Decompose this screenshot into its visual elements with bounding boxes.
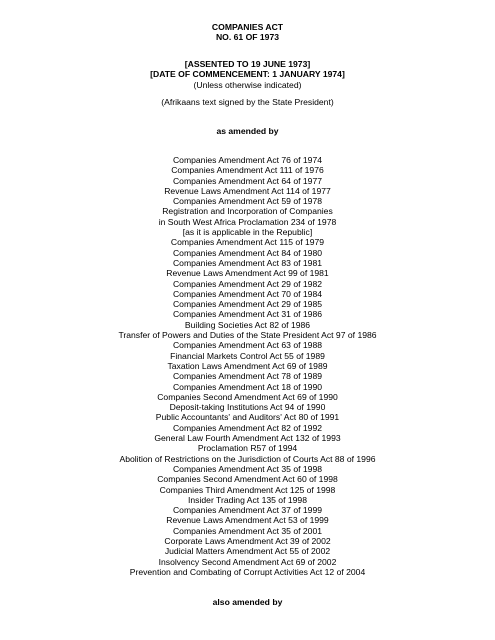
amendment-item: Companies Amendment Act 78 of 1989 bbox=[172, 371, 323, 382]
amendment-item: Companies Amendment Act 64 of 1977 bbox=[172, 175, 323, 186]
amendment-item: Companies Second Amendment Act 60 of 1998 bbox=[157, 474, 338, 485]
signed-note: (Afrikaans text signed by the State President) bbox=[161, 97, 334, 107]
amendment-item: Companies Third Amendment Act 125 of 1998 bbox=[159, 484, 336, 495]
amendment-item: Companies Amendment Act 31 of 1986 bbox=[172, 309, 323, 320]
amendment-item: Insider Trading Act 135 of 1998 bbox=[188, 494, 307, 505]
amendment-item: Companies Amendment Act 70 of 1984 bbox=[172, 288, 323, 299]
amendment-item: General Law Fourth Amendment Act 132 of 1993 bbox=[154, 433, 341, 444]
amendment-item: Companies Amendment Act 111 of 1976 bbox=[171, 165, 324, 176]
assent-block bbox=[0, 59, 495, 90]
amendment-item: Companies Amendment Act 84 of 1980 bbox=[172, 247, 323, 258]
act-number: NO. 61 OF 1973 bbox=[215, 32, 280, 43]
amendment-item: Companies Amendment Act 35 of 2001 bbox=[172, 525, 323, 536]
amendment-item: Companies Second Amendment Act 69 of 1990 bbox=[157, 391, 338, 402]
commencement-date: [DATE OF COMMENCEMENT: 1 JANUARY 1974] bbox=[150, 69, 345, 80]
amendment-item: Financial Markets Control Act 55 of 1989 bbox=[170, 350, 325, 361]
assented-date: [ASSENTED TO 19 JUNE 1973] bbox=[184, 59, 311, 69]
amendment-item: Companies Amendment Act 35 of 1998 bbox=[172, 463, 323, 474]
amendment-item: Revenue Laws Amendment Act 99 of 1981 bbox=[166, 268, 329, 279]
amendment-list bbox=[0, 155, 495, 577]
amendment-item: Companies Amendment Act 63 of 1988 bbox=[172, 340, 323, 351]
amendment-item: Public Accountants' and Auditors' Act 80 of 1991 bbox=[155, 412, 340, 423]
amendment-item: [as it is applicable in the Republic] bbox=[182, 227, 313, 238]
amendment-item: Judicial Matters Amendment Act 55 of 2002 bbox=[164, 546, 331, 557]
amendment-item: Building Societies Act 82 of 1986 bbox=[184, 319, 311, 330]
amendment-item: Revenue Laws Amendment Act 53 of 1999 bbox=[166, 515, 329, 526]
also-amended-heading: also amended by bbox=[212, 597, 283, 607]
amendment-item: Insolvency Second Amendment Act 69 of 2002 bbox=[158, 556, 337, 567]
amendment-item: Companies Amendment Act 76 of 1974 bbox=[172, 155, 323, 165]
also-amended-block bbox=[0, 597, 495, 607]
amendment-item: Registration and Incorporation of Companies bbox=[162, 206, 333, 217]
amendment-item: Transfer of Powers and Duties of the State President Act 97 of 1986 bbox=[118, 330, 377, 341]
act-title: COMPANIES ACT bbox=[211, 22, 284, 32]
amended-by-heading: as amended by bbox=[216, 126, 279, 136]
amendment-item: Prevention and Combating of Corrupt Activities Act 12 of 2004 bbox=[129, 566, 366, 577]
amendment-item: Companies Amendment Act 29 of 1982 bbox=[172, 278, 323, 289]
amendment-item: Deposit-taking Institutions Act 94 of 1990 bbox=[169, 402, 326, 413]
amendment-item: Taxation Laws Amendment Act 69 of 1989 bbox=[167, 360, 328, 371]
amendment-item: Proclamation R57 of 1994 bbox=[197, 443, 298, 454]
amended-heading-block bbox=[0, 126, 495, 136]
unless-note: (Unless otherwise indicated) bbox=[193, 79, 302, 90]
amendment-item: Companies Amendment Act 59 of 1978 bbox=[172, 196, 323, 207]
amendment-item: Corporate Laws Amendment Act 39 of 2002 bbox=[164, 535, 331, 546]
amendment-item: Companies Amendment Act 29 of 1985 bbox=[172, 299, 323, 310]
amendment-item: Abolition of Restrictions on the Jurisdiction of Courts Act 88 of 1996 bbox=[119, 453, 376, 464]
amendment-item: Companies Amendment Act 82 of 1992 bbox=[172, 422, 323, 433]
signed-note-block bbox=[0, 97, 495, 107]
amendment-item: in South West Africa Proclamation 234 of 1978 bbox=[158, 216, 337, 227]
amendment-item: Companies Amendment Act 18 of 1990 bbox=[172, 381, 323, 392]
amendment-item: Revenue Laws Amendment Act 114 of 1977 bbox=[164, 185, 331, 196]
amendment-item: Companies Amendment Act 115 of 1979 bbox=[170, 237, 325, 248]
title-block bbox=[0, 22, 495, 43]
amendment-item: Companies Amendment Act 83 of 1981 bbox=[172, 257, 323, 268]
amendment-item: Companies Amendment Act 37 of 1999 bbox=[172, 505, 323, 516]
